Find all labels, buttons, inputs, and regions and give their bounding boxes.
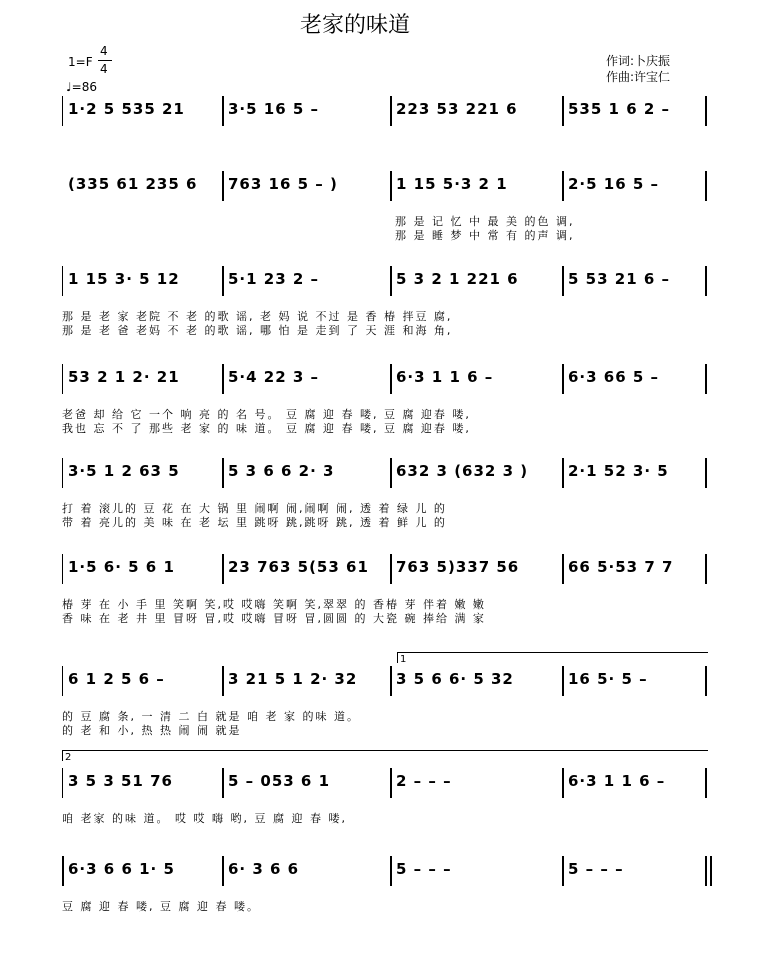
barline [62,266,63,296]
lyric-line: 带 着 亮儿的 美 味 在 老 坛 里 跳呀 跳,跳呀 跳, 透 着 鲜 儿 的 [62,516,447,529]
song-title: 老家的味道 [300,13,411,38]
barline [390,768,392,798]
barline [562,266,564,296]
barline [222,856,224,886]
measure-notes: 66 5·53 7 7 [568,558,674,576]
measure-notes: (335 61 235 6 [68,175,198,193]
barline [62,554,63,584]
lyric-line: 那 是 睡 梦 中 常 有 的声 调, [395,229,575,242]
barline [390,364,392,394]
measure-notes: 6·3 1 1 6 – [568,772,666,790]
measure-notes: 2·5 16 5 – [568,175,660,193]
lyric-line: 椿 芽 在 小 手 里 笑啊 笑,哎 哎嗨 笑啊 笑,翠翠 的 香椿 芽 伴着 嫩 嫩 [62,598,486,611]
lyric-line: 咱 老家 的味 道。 哎 哎 嗨 哟, 豆 腐 迎 春 喽, [62,812,347,825]
composer-credit: 作曲:许宝仁 [606,70,671,84]
lyricist-credit: 作词:卜庆振 [606,54,671,68]
barline [705,856,707,886]
barline [562,96,564,126]
measure-notes: 3 5 3 51 76 [68,772,173,790]
lyric-line: 那 是 记 忆 中 最 美 的色 调, [395,215,575,228]
final-barline [710,856,712,886]
measure-notes: 5 3 2 1 221 6 [396,270,519,288]
barline [390,96,392,126]
measure-notes: 5 3 6 6 2· 3 [228,462,335,480]
measure-notes: 6·3 1 1 6 – [396,368,494,386]
barline [705,364,707,394]
measure-notes: 16 5· 5 – [568,670,648,688]
tempo-marking: ♩=86 [66,80,97,94]
measure-notes: 6·3 6 6 1· 5 [68,860,175,878]
key-signature: 1=F [68,55,93,69]
measure-notes: 5 53 21 6 – [568,270,671,288]
barline [222,171,224,201]
measure-notes: 23 763 5(53 61 [228,558,369,576]
volta-number-1: 1 [400,654,407,665]
volta-number-2: 2 [65,752,72,763]
barline [222,96,224,126]
measure-notes: 6 1 2 5 6 – [68,670,165,688]
barline [390,171,392,201]
lyric-line: 的 老 和 小, 热 热 闹 闹 就是 [62,724,242,737]
time-signature-line [98,60,112,61]
lyric-line: 豆 腐 迎 春 喽, 豆 腐 迎 春 喽。 [62,900,260,913]
measure-notes: 763 5)337 56 [396,558,520,576]
barline [705,666,707,696]
barline [390,856,392,886]
measure-notes: 1·2 5 535 21 [68,100,185,118]
lyric-line: 香 味 在 老 井 里 冒呀 冒,哎 哎嗨 冒呀 冒,圆圆 的 大瓷 碗 捧给 满 家 [62,612,486,625]
barline [62,768,63,798]
volta-bracket-1 [397,652,708,663]
time-signature-denominator: 4 [100,62,108,76]
barline [562,458,564,488]
measure-notes: 535 1 6 2 – [568,100,671,118]
barline [562,364,564,394]
barline [562,856,564,886]
barline [62,666,63,696]
barline [62,364,63,394]
measure-notes: 632 3 (632 3 ) [396,462,529,480]
measure-notes: 2 – – – [396,772,452,790]
measure-notes: 1 15 3· 5 12 [68,270,180,288]
barline [222,458,224,488]
time-signature-numerator: 4 [100,44,108,58]
measure-notes: 1·5 6· 5 6 1 [68,558,175,576]
measure-notes: 5·4 22 3 – [228,368,320,386]
barline [705,554,707,584]
barline [222,666,224,696]
measure-notes: 3 5 6 6· 5 32 [396,670,514,688]
measure-notes: 3 21 5 1 2· 32 [228,670,358,688]
barline [705,768,707,798]
barline [62,458,63,488]
measure-notes: 5 – – – [568,860,624,878]
measure-notes: 223 53 221 6 [396,100,518,118]
volta-bracket-2 [62,750,708,761]
lyric-line: 我也 忘 不 了 那些 老 家 的 味 道。 豆 腐 迎 春 喽, 豆 腐 迎春 喽, [62,422,471,435]
barline [222,768,224,798]
lyric-line: 老爸 却 给 它 一个 响 亮 的 名 号。 豆 腐 迎 春 喽, 豆 腐 迎春 喽, [62,408,471,421]
measure-notes: 3·5 1 2 63 5 [68,462,180,480]
lyric-line: 打 着 滚儿的 豆 花 在 大 锅 里 闹啊 闹,闹啊 闹, 透 着 绿 儿 的 [62,502,447,515]
measure-notes: 53 2 1 2· 21 [68,368,180,386]
measure-notes: 6· 3 6 6 [228,860,300,878]
measure-notes: 3·5 16 5 – [228,100,320,118]
barline [562,768,564,798]
measure-notes: 763 16 5 – ) [228,175,338,193]
barline [705,266,707,296]
barline [390,458,392,488]
barline [222,266,224,296]
barline [705,96,707,126]
barline [222,364,224,394]
barline [562,554,564,584]
measure-notes: 5 – 053 6 1 [228,772,331,790]
barline [62,856,64,886]
lyric-line: 那 是 老 家 老院 不 老 的歌 谣, 老 妈 说 不过 是 香 椿 拌豆 腐, [62,310,453,323]
barline [390,666,392,696]
barline [62,96,63,126]
barline [705,458,707,488]
barline [705,171,707,201]
measure-notes: 5 – – – [396,860,452,878]
measure-notes: 6·3 66 5 – [568,368,660,386]
barline [562,666,564,696]
lyric-line: 那 是 老 爸 老妈 不 老 的歌 谣, 哪 怕 是 走到 了 天 涯 和海 角, [62,324,453,337]
barline [562,171,564,201]
barline [222,554,224,584]
barline [390,266,392,296]
measure-notes: 2·1 52 3· 5 [568,462,669,480]
barline [390,554,392,584]
lyric-line: 的 豆 腐 条, 一 清 二 白 就是 咱 老 家 的味 道。 [62,710,360,723]
measure-notes: 5·1 23 2 – [228,270,320,288]
measure-notes: 1 15 5·3 2 1 [396,175,508,193]
